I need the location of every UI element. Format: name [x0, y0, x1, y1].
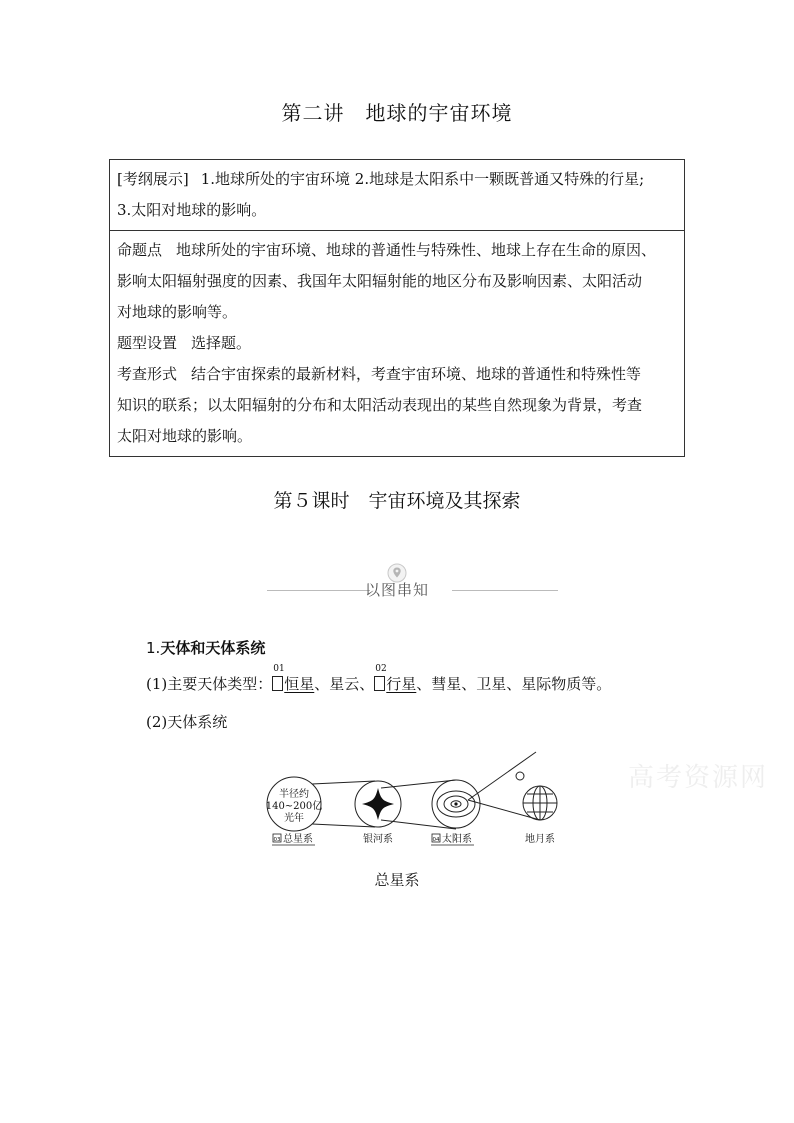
answer-star: 恒星 [284, 675, 315, 693]
moon-circle [516, 772, 524, 780]
label-earth-moon: 地月系 [525, 834, 555, 845]
connector-line [381, 780, 456, 788]
answer-planet: 行星 [386, 675, 417, 693]
section-1-number: 1. [146, 639, 161, 657]
label-galaxy: 银河系 [363, 834, 393, 845]
blank-03-number: 03 [273, 837, 281, 843]
lesson-title: 第５课时 宇宙环境及其探索 [273, 490, 521, 512]
blank-04-number: 04 [432, 837, 440, 843]
celestial-types-prefix: (1)主要天体类型： [146, 675, 273, 693]
celestial-systems-line: (2)天体系统 [146, 713, 228, 731]
question-type-label: 题型设置 [117, 334, 178, 352]
test-points-label: 命题点 [117, 241, 163, 259]
section-header: 以图串知 [364, 581, 429, 599]
blank-02-number: 02 [375, 664, 387, 674]
label-universe: 总星系 [283, 834, 313, 845]
sun-dot [454, 802, 457, 805]
test-points-line-2: 影响太阳辐射强度的因素、我国年太阳辐射能的地区分布及影响因素、太阳活动 [117, 272, 643, 290]
exam-form-line-2: 知识的联系；以太阳辐射的分布和太阳活动表现出的某些自然现象为背景，考查 [117, 396, 643, 414]
outline-line-2: 3.太阳对地球的影响。 [117, 201, 267, 219]
exam-form-text-1: 结合宇宙探索的最新材料，考查宇宙环境、地球的普通性和特殊性等 [191, 365, 642, 383]
watermark: 高考资源网 [628, 763, 769, 793]
radius-text-1: 半径约 [279, 789, 309, 800]
separator-1: 、星云、 [314, 675, 375, 693]
exam-form-line-3: 太阳对地球的影响。 [117, 427, 253, 445]
connector-line [312, 781, 375, 784]
celestial-types-suffix: 、彗星、卫星、星际物质等。 [416, 675, 612, 693]
question-type-value: 选择题。 [191, 334, 252, 352]
test-points-text-1: 地球所处的宇宙环境、地球的普通性与特殊性、地球上存在生命的原因、 [176, 241, 657, 259]
test-points-line-3: 对地球的影响等。 [117, 303, 238, 321]
outline-label: [考纲展示] [117, 170, 189, 188]
galaxy-star-icon [362, 788, 394, 820]
diagram-caption: 总星系 [374, 871, 420, 889]
connector-line [381, 820, 456, 829]
connector-line [312, 824, 375, 827]
radius-text-3: 光年 [284, 813, 304, 824]
label-solar-system: 太阳系 [442, 834, 472, 845]
exam-form-label: 考查形式 [117, 365, 178, 383]
section-1-title: 天体和天体系统 [160, 639, 266, 657]
blank-01-number: 01 [273, 664, 285, 674]
radius-text-2: 140~200亿 [265, 801, 323, 812]
page-title: 第二讲 地球的宇宙环境 [281, 101, 513, 125]
outline-line1-text: 1.地球所处的宇宙环境 2.地球是太阳系中一颗既普通又特殊的行星; [200, 170, 645, 188]
